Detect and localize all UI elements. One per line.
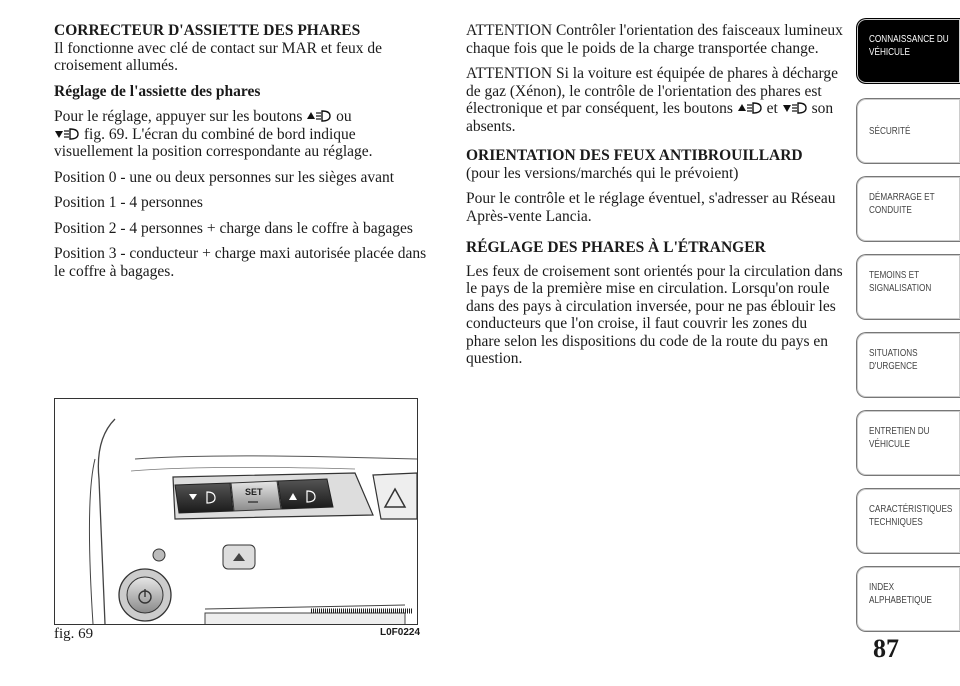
- headlamp-up-icon: [306, 109, 332, 123]
- attention-2-text-c: son absents.: [466, 100, 834, 135]
- left-column: [54, 22, 434, 288]
- tab-securite[interactable]: [856, 98, 960, 164]
- page-number: 87: [873, 634, 899, 663]
- tab-connaissance-du-vehicule[interactable]: [856, 18, 960, 84]
- tab-label: SITUATIONS D'URGENCE: [869, 348, 918, 372]
- fog-heading: ORIENTATION DES FEUX ANTIBROUILLARD: [466, 147, 803, 164]
- attention-2-text-b: et: [766, 100, 778, 117]
- tab-label: SÉCURITÉ: [869, 126, 911, 137]
- dashboard-illustration: [55, 399, 417, 624]
- tab-label: INDEX ALPHABETIQUE: [869, 582, 932, 606]
- tab-entretien-du-vehicule[interactable]: [856, 410, 960, 476]
- tab-caracteristiques-techniques[interactable]: [856, 488, 960, 554]
- figure-caption: fig. 69: [54, 626, 94, 642]
- tab-label: CARACTÉRISTIQUES TECHNIQUES: [869, 504, 953, 528]
- attention-2: [466, 65, 844, 135]
- figure-code: L0F0224: [380, 627, 421, 638]
- position-1: Position 1 - 4 personnes: [54, 194, 203, 211]
- headlamp-down-icon: [782, 101, 808, 115]
- abroad-heading: RÉGLAGE DES PHARES À L'ÉTRANGER: [466, 239, 766, 256]
- adjust-text-b: ou: [336, 108, 352, 125]
- tab-label: ENTRETIEN DU VÉHICULE: [869, 426, 930, 450]
- chapter-tabs: [856, 0, 960, 640]
- tab-label: DÉMARRAGE ET CONDUITE: [869, 192, 935, 216]
- attention-1: ATTENTION Contrôler l'orientation des faisceaux lumineux chaque fois que le poids de la charge transportée change.: [466, 22, 843, 57]
- fog-subnote: (pour les versions/marchés qui le prévoient): [466, 164, 739, 182]
- adjust-text-c: fig. 69. L'écran du combiné de bord indique visuellement la position correspondante au réglage.: [54, 125, 373, 160]
- abroad-paragraph: Les feux de croisement sont orientés pour la circulation dans le pays de la première mise en circulation. Lorsqu'on roule dans des pays à circulation inversée, pour ne pas éblouir les conducteurs que l'on croise, il faut couvrir les zones du phare selon les dispositions du code de la route du pays en question.: [466, 262, 843, 367]
- set-label: SET: [245, 487, 263, 497]
- headlamp-down-icon: [54, 127, 80, 141]
- position-2: Position 2 - 4 personnes + charge dans le coffre à bagages: [54, 219, 413, 237]
- adjust-paragraph: [54, 108, 434, 161]
- position-0: Position 0 - une ou deux personnes sur les sièges avant: [54, 168, 395, 186]
- attention-2-text-a: ATTENTION Si la voiture est équipée de phares à décharge de gaz (Xénon), le contrôle de l'orientation des phares est électronique et par conséquent, les boutons: [466, 65, 839, 117]
- headlamp-up-icon: [737, 101, 763, 115]
- tab-label: CONNAISSANCE DU VÉHICULE: [869, 34, 949, 58]
- tab-label: TEMOINS ET SIGNALISATION: [869, 270, 932, 294]
- intro-paragraph: Il fonctionne avec clé de contact sur MAR et feux de croisement allumés.: [54, 39, 382, 74]
- position-3: Position 3 - conducteur + charge maxi autorisée placée dans le coffre à bagages.: [54, 245, 427, 280]
- fog-paragraph: Pour le contrôle et le réglage éventuel, s'adresser au Réseau Après-vente Lancia.: [466, 190, 836, 225]
- adjust-text-a: Pour le réglage, appuyer sur les boutons: [54, 108, 303, 125]
- tab-index-alphabetique[interactable]: [856, 566, 960, 632]
- right-column: [466, 22, 844, 376]
- section-heading: CORRECTEUR D'ASSIETTE DES PHARES: [54, 22, 361, 39]
- figure-69: [54, 398, 418, 625]
- tab-temoins-et-signalisation[interactable]: [856, 254, 960, 320]
- tab-situations-durgence[interactable]: [856, 332, 960, 398]
- tab-demarrage-et-conduite[interactable]: [856, 176, 960, 242]
- subheading: Réglage de l'assiette des phares: [54, 82, 261, 100]
